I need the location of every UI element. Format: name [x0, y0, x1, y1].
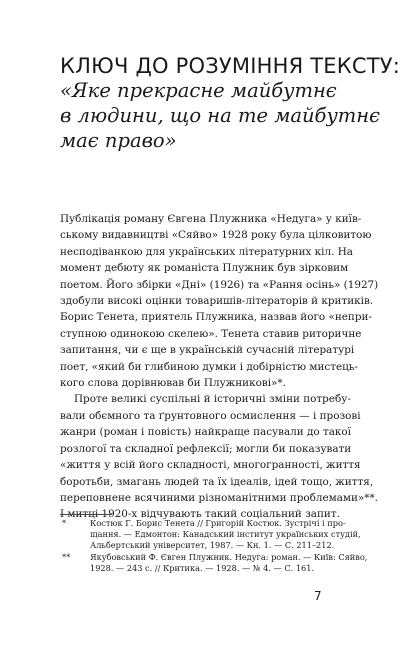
body-line: І митці 1920-х відчувають такий соціальний запит. [60, 508, 340, 521]
footnote-divider [60, 514, 112, 515]
body-line: кого слова дорівнював би Плужникові»*. [60, 377, 286, 390]
footnote-mark: ** [62, 551, 71, 562]
body-line: боротьби, змагань людей та їх ідеалів, ідей тощо, життя, [60, 475, 374, 488]
body-line: момент дебюту як романіста Плужник був зірковим [60, 262, 349, 275]
epigraph-quote [60, 78, 380, 153]
body-line: вали обємного та ґрунтовного осмислення — і прозові [60, 409, 361, 422]
body-line: поетом. Його збірки «Дні» (1926) та «Рання осінь» (1927) [60, 278, 379, 291]
body-line: поет, «який би глибиною думки і добірністю мистець- [60, 360, 358, 373]
footnote-line: 1928. — 243 с. // Критика. — 1928. — № 4. — С. 161. [90, 562, 315, 573]
body-line: запитання, чи є ще в українській сучасній літературі [60, 344, 355, 357]
body-line: розлогої та складної рефлексії; могли би показувати [60, 442, 352, 455]
body-line: жанри (роман і повість) найкраще пасували до такої [60, 426, 351, 439]
footnote-line: Якубовський Ф. Євген Плужник. Недуга: роман. — Київ: Сяйво, [90, 551, 368, 562]
footnote-line: Костюк Г. Борис Тенета // Григорій Костюк. Зустрічі і про- [90, 518, 346, 528]
footnote [60, 551, 368, 574]
section-heading: КЛЮЧ ДО РОЗУМІННЯ ТЕКСТУ: [60, 54, 401, 78]
footnote-mark: * [62, 518, 67, 528]
body-line: «життя у всій його складності, многогранності, життя [60, 459, 361, 472]
quote-line: «Яке прекрасне майбутнє [60, 79, 337, 102]
body-line: ському видавництві «Сяйво» 1928 року була цілковитою [60, 229, 372, 242]
footnotes [60, 518, 368, 574]
quote-line: має право» [60, 129, 177, 152]
footnote-line: Альбертський університет, 1987. — Кн. 1. — С. 211–212. [90, 540, 335, 551]
body-line: ступною одинокою скелею». Тенета ставив риторичне [60, 327, 362, 340]
quote-line: в людини, що на те майбутнє [60, 104, 381, 127]
body-line: Публікація роману Євгена Плужника «Недуга» у київ- [60, 213, 362, 225]
footnote [60, 518, 361, 552]
body-line: Борис Тенета, приятель Плужника, назвав його «непри- [60, 311, 372, 324]
body-line: несподіванкою для українських літературних кіл. На [60, 245, 353, 258]
body-line: здобули високі оцінки товаришів-літераторів й критиків. [60, 295, 374, 308]
page-number: 7 [314, 589, 322, 603]
footnote-line: щання. — Едмонтон: Канадський інститут українських студій, [90, 529, 361, 540]
body-line: Проте великі суспільні й історичні зміни потребу- [74, 393, 351, 406]
body-line: переповнене всячиними різноманітними проблемами»**. [60, 491, 378, 504]
